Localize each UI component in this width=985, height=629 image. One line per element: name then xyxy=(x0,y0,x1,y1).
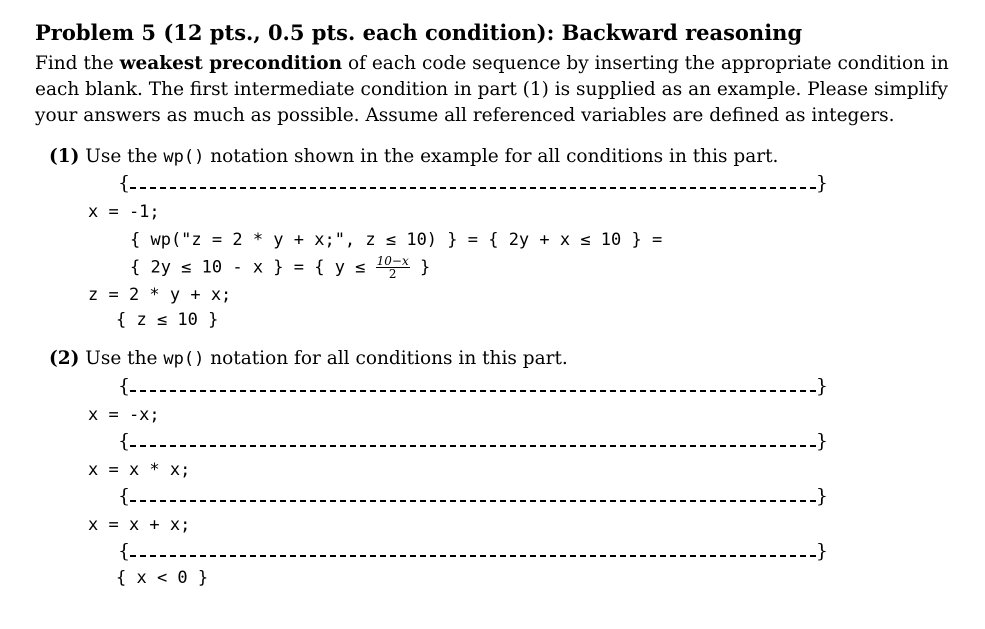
example-simplified-line xyxy=(130,255,430,280)
example-wp-line: { wp("z = 2 * y + x;", z ≤ 10) } = { 2y + x ≤ 10 } = xyxy=(130,230,663,250)
statement-x-negate: x = -x; xyxy=(88,405,160,425)
blank-condition-2b[interactable] xyxy=(118,430,828,452)
part-2-heading xyxy=(49,348,568,369)
blank-close-brace: } xyxy=(815,540,828,562)
blank-open-brace: { xyxy=(118,485,131,507)
postcondition-2: { x < 0 } xyxy=(116,568,209,588)
part-1-heading xyxy=(49,146,778,167)
blank-line xyxy=(130,390,816,392)
part-2-code: wp() xyxy=(163,349,205,369)
blank-line xyxy=(130,555,816,557)
blank-close-brace: } xyxy=(815,375,828,397)
fraction-numerator: 10−x xyxy=(376,254,409,268)
blank-condition-2d[interactable] xyxy=(118,540,828,562)
instructions-bold-term: weakest precondition xyxy=(119,53,343,74)
part-1-text-b: notation shown in the example for all conditions in this part. xyxy=(204,146,779,167)
fraction xyxy=(376,255,410,280)
part-2-text-b: notation for all conditions in this part. xyxy=(204,348,568,369)
blank-open-brace: { xyxy=(118,172,131,194)
blank-condition-2c[interactable] xyxy=(118,485,828,507)
blank-open-brace: { xyxy=(118,375,131,397)
simplified-text-b: } xyxy=(409,257,431,278)
part-1-code: wp() xyxy=(163,147,205,167)
problem-title: Problem 5 (12 pts., 0.5 pts. each condition): Backward reasoning xyxy=(35,20,803,45)
blank-close-brace: } xyxy=(815,430,828,452)
blank-condition-2a[interactable] xyxy=(118,375,828,397)
postcondition-1: { z ≤ 10 } xyxy=(116,310,219,330)
blank-open-brace: { xyxy=(118,540,131,562)
fraction-denominator: 2 xyxy=(388,267,397,281)
blank-condition-1[interactable] xyxy=(118,172,828,194)
part-1-number: (1) xyxy=(49,146,80,167)
blank-open-brace: { xyxy=(118,430,131,452)
statement-x-assign-neg1: x = -1; xyxy=(88,202,160,222)
blank-close-brace: } xyxy=(815,172,828,194)
blank-line xyxy=(130,500,816,502)
statement-z-assign: z = 2 * y + x; xyxy=(88,285,232,305)
instructions-paragraph xyxy=(35,51,970,129)
blank-close-brace: } xyxy=(815,485,828,507)
statement-x-square: x = x * x; xyxy=(88,460,191,480)
part-1-text-a: Use the xyxy=(79,146,164,167)
part-2-number: (2) xyxy=(49,348,80,369)
part-2-text-a: Use the xyxy=(79,348,164,369)
simplified-text-a: { 2y ≤ 10 - x } = { y ≤ xyxy=(130,257,376,278)
instructions-text-2: of each code sequence by inserting the appropriate condition in each blank. The first intermediate condition in part (1) is supplied as an example. Please simplify your answers as much as possible. Assume all referenced variables are defined as integers. xyxy=(35,53,949,126)
statement-x-double: x = x + x; xyxy=(88,515,191,535)
blank-line xyxy=(130,187,816,189)
blank-line xyxy=(130,445,816,447)
instructions-text-1: Find the xyxy=(35,53,120,74)
